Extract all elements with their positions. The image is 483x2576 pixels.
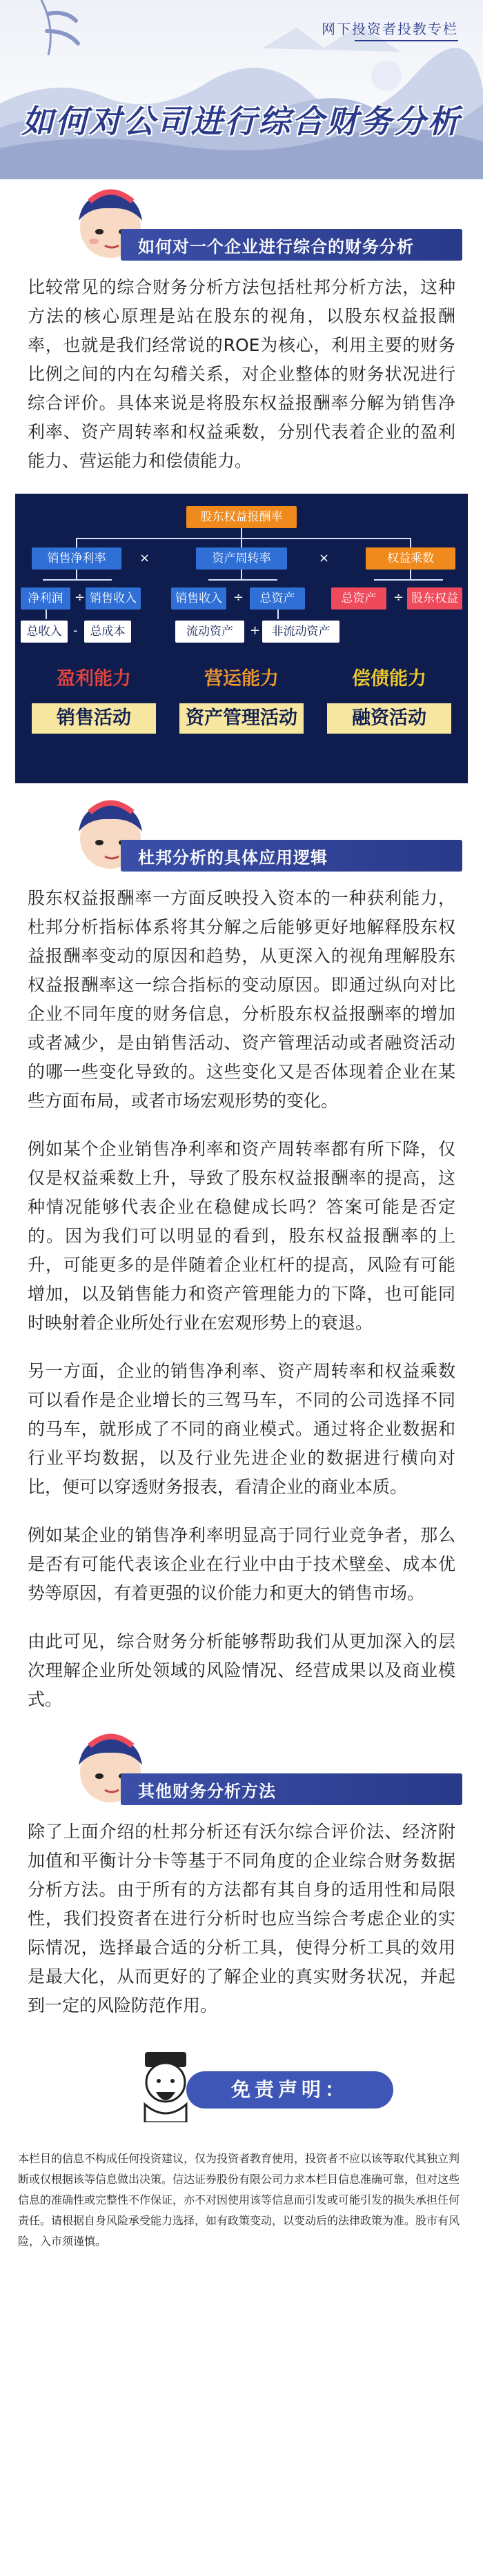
connector-line [76,570,77,579]
diagram-box-net-profit: 净利润 [21,587,70,610]
diagram-box-equity-multiplier: 权益乘数 [366,547,455,570]
paragraph: 除了上面介绍的杜邦分析还有沃尔综合评价法、经济附加值和平衡计分卡等基于不同角度的企业综合财务数据分析方法。由于所有的方法都有其自身的适用性和局限性，我们投资者在进行分析时也应当综合考虑企业的实际情况，选择最合适的分析工具，使得分析工具的效用是最大化，从而更好的了解企业的真实财务状况，并起到一定的风险防范作用。 [28,1822,455,2015]
page-title: 如何对公司进行综合财务分析 [21,103,462,140]
diagram-box-net-margin: 销售净利率 [32,547,121,570]
dupont-diagram [15,494,468,783]
paragraph: 例如某个企业销售净利率和资产周转率都有所下降，仅仅是权益乘数上升，导致了股东权益报酬率的提高，这种情况能够代表企业在稳健成长吗？答案可能是否定的。因为我们可以明显的看到，股东权益报酬率的上升，可能更多的是伴随着企业杠杆的提高，风险有可能增加，以及销售能力和资产管理能力的下降，也可能同时映射着企业所处行业在宏观形势上的衰退。 [28,1139,455,1333]
diagram-box-total-assets: 总资产 [250,587,305,610]
connector-line [277,610,279,619]
diagram-box-sales-revenue: 销售收入 [171,587,226,610]
connector-line [410,538,411,547]
paragraph: 比较常见的综合财务分析方法包括杜邦分析方法，这种方法的核心原理是站在股东的视角，以股东权益报酬率，也就是我们经常说的ROE为核心，利用主要的财务比例之间的内在勾稽关系，对企业整体的财务状况进行综合评价。具体来说是将股东权益报酬率分解为销售净利率、资产周转率和权益乘数，分别代表着企业的盈利能力、营运能力和偿债能力。 [28,277,455,471]
activity-financing: 融资活动 [327,703,451,734]
paragraph: 由此可见，综合财务分析能够帮助我们从更加深入的层次理解企业所处领域的风险情况、经营成果以及商业模式。 [28,1631,455,1709]
connector-line [208,579,277,581]
disclaimer-text: 本栏目的信息不构成任何投资建议，仅为投资者教育使用，投资者不应以该等取代其独立判断或仅根据该等信息做出决策。信达证券股份有限公司力求本栏目信息准确可靠，但对这些信息的准确性或完整性不作保证，亦不对因使用该等信息而引发或可能引发的损失承担任何责任。请根据自身风险承受能力选择，如有政策变动，以变动后的法律政策为准。股市有风险，入市须谨慎。 [18,2152,460,2248]
connector-line [76,538,77,547]
diagram-box-sales-revenue: 销售收入 [86,587,141,610]
operator-plus: + [250,623,261,638]
column-tag: 网下投资者投教专栏 [322,21,458,37]
diagram-root-box: 股东权益报酬率 [186,506,297,528]
activity-asset-management: 资产管理活动 [179,703,304,734]
diagram-box-noncurrent-assets: 非流动资产 [262,621,339,643]
connector-line [241,538,242,547]
operator-minus: - [73,623,78,638]
operator-times: × [319,551,330,565]
connector-line [410,570,411,579]
operator-divide: ÷ [393,590,404,605]
ability-profitability: 盈利能力 [57,668,131,690]
connector-line [43,579,112,581]
section-banner-2 [0,797,483,880]
diagram-box-total-cost: 总成本 [84,621,131,643]
diagram-box-current-assets: 流动资产 [175,621,244,643]
section-banner-3 [0,1731,483,1813]
diagram-box-total-assets: 总资产 [331,587,386,610]
diagram-box-total-income: 总收入 [21,621,68,643]
connector-line [46,610,47,619]
connector-line [374,579,443,581]
connector-line [76,538,410,539]
disclaimer-title: 免责声明： [186,2071,393,2109]
ability-solvency: 偿债能力 [352,668,426,690]
section-heading: 其他财务分析方法 [138,1782,276,1801]
paragraph: 另一方面，企业的销售净利率、资产周转率和权益乘数可以看作是企业增长的三驾马车，不同的公司选择不同的马车，就形成了不同的商业模式。通过将企业数据和行业平均数据，以及行业先进企业的数据进行横向对比，便可以穿透财务报表，看清企业的商业本质。 [28,1361,455,1497]
connector-line [241,528,242,538]
operator-divide: ÷ [233,590,244,605]
bamboo-icon [28,0,110,83]
header-banner [0,0,483,179]
diagram-box-asset-turnover: 资产周转率 [196,547,287,570]
paragraph: 例如某企业的销售净利率明显高于同行业竞争者，那么是否有可能代表该企业在行业中由于技术壁垒、成本优势等原因，有着更强的议价能力和更大的销售市场。 [28,1525,455,1603]
paragraph: 股东权益报酬率一方面反映投入资本的一种获利能力，杜邦分析指标体系将其分解之后能够更好地解释股东权益报酬率变动的原因和趋势，从更深入的视角理解股东权益报酬率这一综合指标的变动原因。即通过纵向对比企业不同年度的财务信息，分析股东权益报酬率的增加或者减少，是由销售活动、资产管理活动或者融资活动的哪一些变化导致的。这些变化又是否体现着企业在某些方面布局，或者市场宏观形势的变化。 [28,888,455,1111]
operator-divide: ÷ [75,590,86,605]
operator-times: × [139,551,150,565]
section-heading: 如何对一个企业进行综合的财务分析 [138,237,414,256]
connector-line [241,570,242,579]
activity-sales: 销售活动 [32,703,156,734]
disclaimer-header [0,2034,483,2137]
tag-underline [355,40,458,41]
section-heading: 杜邦分析的具体应用逻辑 [138,848,328,867]
ability-operation: 营运能力 [204,668,279,690]
diagram-box-equity: 股东权益 [407,587,462,610]
section-banner-1 [0,186,483,269]
